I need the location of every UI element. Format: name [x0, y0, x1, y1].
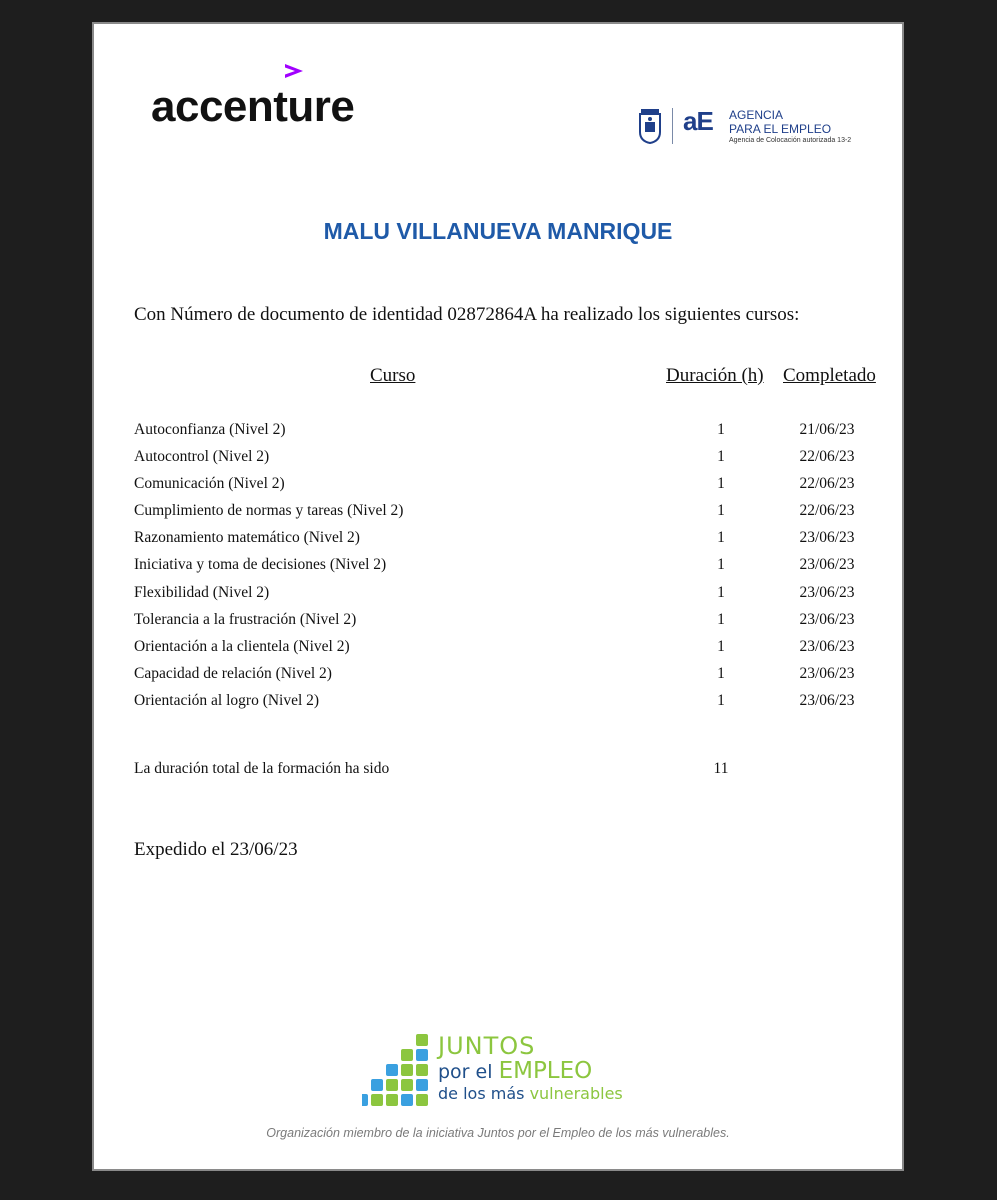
course-name: Cumplimiento de normas y tareas (Nivel 2) — [134, 502, 404, 520]
course-name: Tolerancia a la frustración (Nivel 2) — [134, 610, 357, 628]
header-completed: Completado — [783, 365, 876, 386]
course-date: 23/06/23 — [799, 637, 855, 655]
agencia-empleo-logo — [637, 104, 852, 148]
course-date: 23/06/23 — [799, 583, 855, 601]
course-date: 21/06/23 — [799, 421, 855, 438]
course-row — [94, 611, 902, 638]
course-hours: 1 — [717, 529, 725, 547]
accenture-chevron-icon — [283, 62, 305, 82]
course-hours: 1 — [717, 448, 725, 466]
course-name: Capacidad de relación (Nivel 2) — [134, 664, 332, 682]
juntos-line-3a: de los más — [438, 1084, 525, 1103]
footer-note: Organización miembro de la iniciativa Juntos por el Empleo de los más vulnerables. — [266, 1126, 730, 1140]
course-hours: 1 — [717, 421, 725, 438]
course-name: Orientación al logro (Nivel 2) — [134, 691, 320, 709]
course-date: 22/06/23 — [799, 475, 855, 493]
madrid-crest-icon — [637, 108, 663, 144]
agencia-line-3: Agencia de Colocación autorizada 13-2 — [729, 137, 852, 144]
juntos-line-2a: por el — [438, 1061, 493, 1083]
header-course: Curso — [370, 365, 416, 386]
juntos-empleo-logo — [362, 1032, 642, 1108]
course-hours: 1 — [717, 610, 725, 628]
agencia-divider — [672, 108, 673, 144]
course-name: Razonamiento matemático (Nivel 2) — [134, 529, 360, 547]
course-row — [94, 665, 902, 692]
course-date: 23/06/23 — [799, 556, 855, 574]
course-hours: 1 — [717, 502, 725, 520]
course-hours: 1 — [717, 556, 725, 574]
juntos-line-2b: EMPLEO — [498, 1058, 593, 1084]
course-date: 22/06/23 — [799, 448, 855, 466]
course-list — [94, 421, 902, 719]
course-row — [94, 584, 902, 611]
juntos-line-3 — [438, 1084, 623, 1103]
course-hours: 1 — [717, 475, 725, 493]
course-row — [94, 475, 902, 502]
juntos-squares-icon — [362, 1034, 434, 1106]
total-hours: 11 — [713, 760, 729, 777]
course-date: 23/06/23 — [799, 529, 855, 547]
agencia-mark: aE — [683, 106, 713, 136]
course-row — [94, 448, 902, 475]
course-hours: 1 — [717, 664, 725, 682]
course-name: Orientación a la clientela (Nivel 2) — [134, 637, 350, 655]
course-date: 23/06/23 — [799, 610, 855, 628]
issued-date: Expedido el 23/06/23 — [134, 839, 298, 860]
accenture-wordmark: accenture — [151, 82, 355, 131]
course-hours: 1 — [717, 637, 725, 655]
accenture-logo — [151, 62, 391, 132]
intro-text: Con Número de documento de identidad 02872864A ha realizado los siguientes cursos: — [134, 304, 800, 325]
recipient-name: MALU VILLANUEVA MANRIQUE — [323, 218, 673, 244]
course-date: 23/06/23 — [799, 691, 855, 709]
course-name: Autocontrol (Nivel 2) — [134, 448, 270, 466]
course-name: Autoconfianza (Nivel 2) — [134, 421, 286, 438]
juntos-line-2 — [438, 1058, 592, 1084]
juntos-line-3b: vulnerables — [529, 1084, 623, 1103]
header-duration: Duración (h) — [666, 365, 764, 386]
certificate-page — [92, 22, 904, 1171]
course-date: 22/06/23 — [799, 502, 855, 520]
course-name: Flexibilidad (Nivel 2) — [134, 583, 270, 601]
course-row — [94, 556, 902, 583]
juntos-line-1: JUNTOS — [438, 1032, 536, 1060]
course-hours: 1 — [717, 583, 725, 601]
course-hours: 1 — [717, 691, 725, 709]
agencia-line-2: PARA EL EMPLEO — [729, 122, 832, 136]
agencia-line-1: AGENCIA — [729, 108, 784, 122]
course-row — [94, 692, 902, 719]
course-name: Iniciativa y toma de decisiones (Nivel 2) — [134, 556, 387, 574]
course-name: Comunicación (Nivel 2) — [134, 475, 285, 493]
course-row — [94, 638, 902, 665]
total-label: La duración total de la formación ha sido — [134, 760, 390, 777]
course-date: 23/06/23 — [799, 664, 855, 682]
course-row — [94, 502, 902, 529]
course-row — [94, 421, 902, 448]
course-row — [94, 529, 902, 556]
